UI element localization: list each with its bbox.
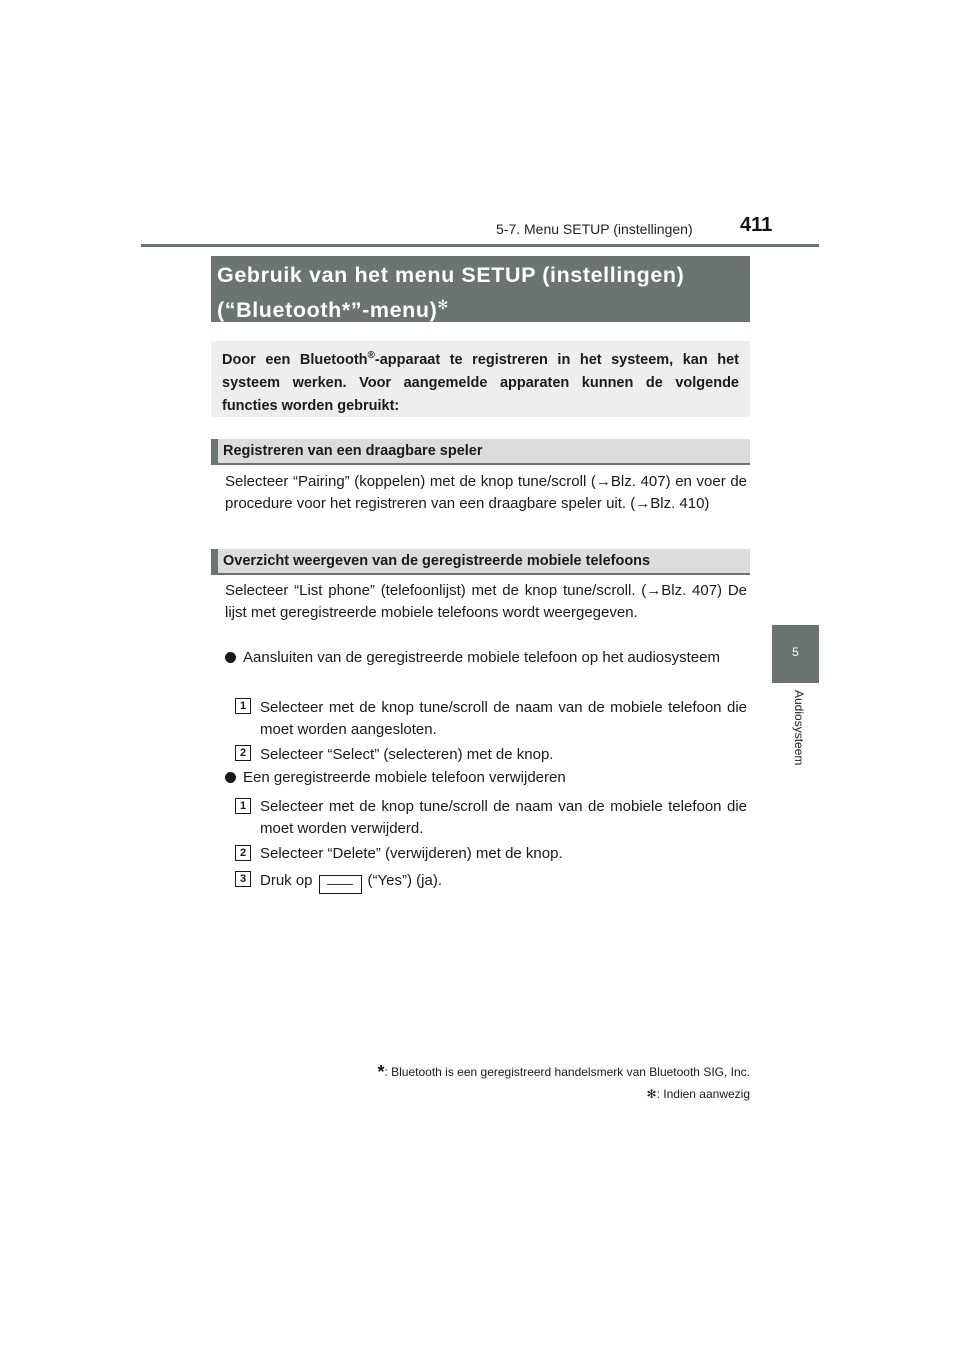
step-number-badge: 2 xyxy=(235,845,251,861)
bullet-delete-phone: Een geregistreerde mobiele telefoon verwijderen xyxy=(225,767,747,789)
step-text: Selecteer met de knop tune/scroll de naam van de mobiele telefoon die moet worden aangesloten. xyxy=(260,699,747,738)
chapter-title: 5-7. Menu SETUP (instellingen) xyxy=(496,221,693,237)
section1-text: Selecteer “Pairing” (koppelen) met de knop tune/scroll (→Blz. 407) en voer de procedure voor het registreren van een draagbare speler uit. (→Blz. 410) xyxy=(225,473,747,512)
step-text: Selecteer “Delete” (verwijderen) met de knop. xyxy=(260,845,563,862)
step-text: Selecteer met de knop tune/scroll de naam van de mobiele telefoon die moet worden verwijderd. xyxy=(260,798,747,837)
header-divider xyxy=(141,244,819,247)
section-heading-portable-player: Registreren van een draagbare speler xyxy=(211,439,750,465)
optional-mark-icon: ✻ xyxy=(437,297,449,312)
intro-box: Door een Bluetooth®-apparaat te registreren in het systeem, kan het systeem werken. Voor aangemelde apparaten kunnen de volgende functies worden gebruikt: xyxy=(211,341,750,417)
step-text: Druk op —— (“Yes”) (ja). xyxy=(260,870,747,894)
chapter-tab[interactable] xyxy=(772,625,819,683)
registered-mark: ® xyxy=(367,350,375,361)
step-number-badge: 1 xyxy=(235,698,251,714)
section-title-line1: Gebruik van het menu SETUP (instellingen) xyxy=(217,263,685,287)
section-title-line2: (“Bluetooth*”-menu)✻ xyxy=(217,297,449,323)
footnote-trademark: *: Bluetooth is een geregistreerd handelsmerk van Bluetooth SIG, Inc. xyxy=(377,1062,750,1082)
chapter-tab-label: Audiosysteem xyxy=(792,690,806,766)
footnote-optional: ✻: Indien aanwezig xyxy=(646,1087,750,1101)
page-number: 411 xyxy=(740,214,773,236)
yes-button-icon: —— xyxy=(319,875,362,894)
bullet-dot-icon xyxy=(225,652,236,663)
section-heading-phone-list: Overzicht weergeven van de geregistreerde mobiele telefoons xyxy=(211,549,750,575)
step-number-badge: 2 xyxy=(235,745,251,761)
step-number-badge: 1 xyxy=(235,798,251,814)
step-text: Selecteer “Select” (selecteren) met de knop. xyxy=(260,746,554,763)
bullet-connect-phone: Aansluiten van de geregistreerde mobiele telefoon op het audiosysteem xyxy=(225,647,747,669)
chapter-tab-number: 5 xyxy=(792,645,799,659)
step-number-badge: 3 xyxy=(235,871,251,887)
bullet-dot-icon xyxy=(225,772,236,783)
section2-text: Selecteer “List phone” (telefoonlijst) met de knop tune/scroll. (→Blz. 407) De lijst met geregistreerde mobiele telefoons wordt weergegeven. xyxy=(225,582,747,621)
section-title xyxy=(211,256,750,322)
